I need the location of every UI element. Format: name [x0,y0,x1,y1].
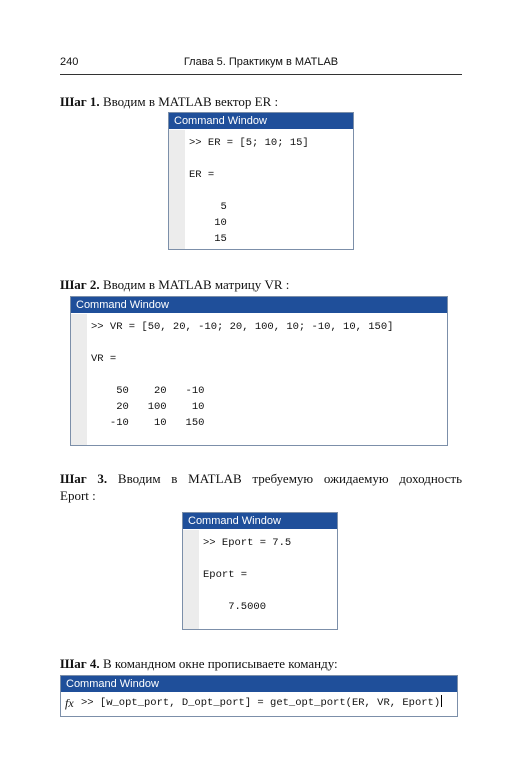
step-2-text [60,277,289,293]
step-3-body: Вводим в MATLAB требуемую ожидаемую доходность [117,471,463,486]
step-2-label: Шаг 2. [60,277,100,292]
fx-icon[interactable]: fx [65,696,74,710]
step-3-text-cont: Eport : [60,488,96,503]
command-window-4[interactable] [60,675,458,717]
command-window-title: Command Window [169,113,353,129]
window-gutter [169,130,185,249]
page-number: 240 [60,56,79,68]
step-4-label: Шаг 4. [60,656,100,671]
header-divider [60,74,462,75]
step-4-body: В командном окне прописываете команду: [102,656,338,671]
step-3-label: Шаг 3. [60,471,108,486]
chapter-title: Глава 5. Практикум в MATLAB [183,56,339,68]
page-header [60,56,462,72]
command-window-1[interactable] [168,112,354,250]
command-window-3[interactable] [182,512,338,630]
command-window-title: Command Window [61,676,457,692]
step-1-text [60,94,278,110]
step-3-text [60,471,462,487]
command-window-title: Command Window [183,513,337,529]
step-2-body: Вводим в MATLAB матрицу VR : [102,277,290,292]
window-gutter [71,314,87,445]
command-output: >> ER = [5; 10; 15] ER = 5 10 15 [189,137,309,245]
text-cursor [441,695,442,707]
command-window-2[interactable] [70,296,448,446]
step-1-label: Шаг 1. [60,94,100,109]
command-input[interactable]: >> [w_opt_port, D_opt_port] = get_opt_port(ER, VR, Eport) [81,697,441,709]
step-1-body: Вводим в MATLAB вектор ER : [102,94,279,109]
command-output: >> VR = [50, 20, -10; 20, 100, 10; -10, 10, 150] VR = 50 20 -10 20 100 10 -10 10 150 [91,321,394,429]
command-window-title: Command Window [71,297,447,313]
step-4-text [60,656,338,672]
window-gutter [183,530,199,629]
command-output: >> Eport = 7.5 Eport = 7.5000 [203,537,292,613]
